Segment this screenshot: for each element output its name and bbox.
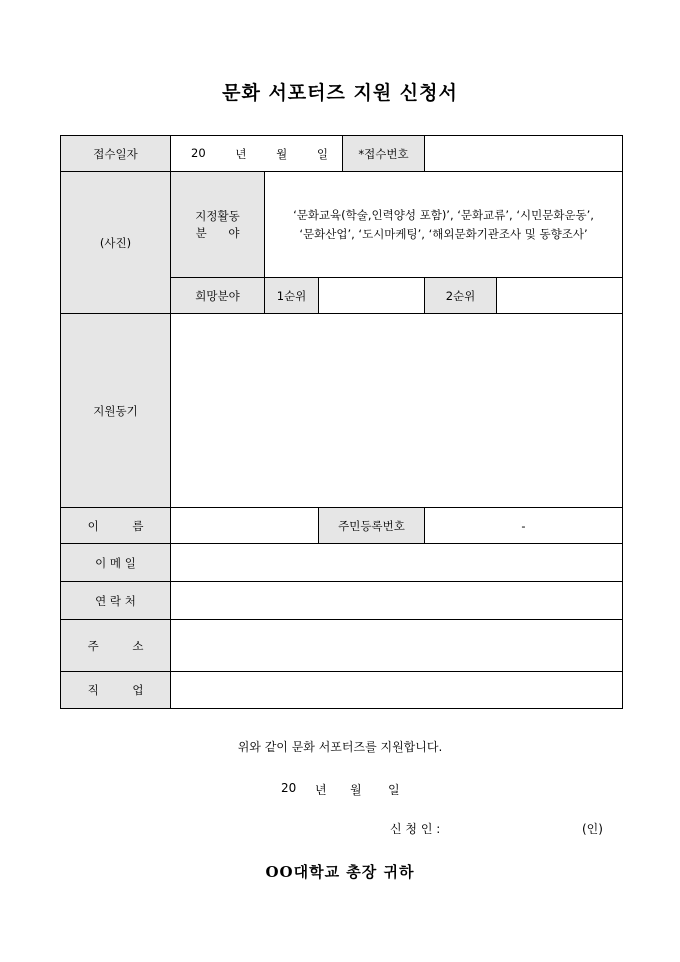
wish-field-label: 희망분야 <box>171 278 265 314</box>
resident-number-field[interactable]: - <box>425 508 623 544</box>
application-date-year: 20 <box>281 781 297 795</box>
email-field[interactable] <box>171 544 623 582</box>
applicant-label: 신 청 인 : <box>390 822 441 836</box>
email-label: 이 메 일 <box>61 544 171 582</box>
receipt-date-label: 접수일자 <box>61 136 171 172</box>
occupation-field[interactable] <box>171 672 623 709</box>
rank2-label: 2순위 <box>425 278 497 314</box>
seal-mark: (인) <box>582 822 603 836</box>
rank2-field[interactable] <box>497 278 623 314</box>
application-date-month-unit: 월 <box>350 783 362 797</box>
document-title: 문화 서포터즈 지원 신청서 <box>222 82 458 104</box>
activity-field-label-line1: 지정활동 <box>195 208 240 223</box>
activity-field-desc-line1: ‘문화교육(학술,인력양성 포함)’, ‘문화교류’, ‘시민문화운동’, <box>293 207 594 222</box>
receipt-date-year: 20 <box>191 145 206 160</box>
declaration-text: 위와 같이 문화 서포터즈를 지원합니다. <box>237 740 443 754</box>
address-label: 주 소 <box>61 620 171 672</box>
contact-field[interactable] <box>171 582 623 620</box>
activity-field-description <box>265 172 623 278</box>
receipt-date-month-unit: 월 <box>276 146 288 161</box>
application-form-table <box>60 135 623 709</box>
activity-field-desc-line2: ‘문화산업’, ‘도시마케팅’, ‘해외문화기관조사 및 동향조사’ <box>299 226 588 241</box>
receipt-date-day-unit: 일 <box>316 146 328 161</box>
photo-area[interactable]: (사진) <box>61 172 171 314</box>
receipt-date-year-unit: 년 <box>235 146 247 161</box>
receipt-number-label: *접수번호 <box>343 136 425 172</box>
contact-label: 연 락 처 <box>61 582 171 620</box>
application-date-year-unit: 년 <box>315 783 327 797</box>
name-label: 이 름 <box>61 508 171 544</box>
name-field[interactable] <box>171 508 319 544</box>
application-date-day-unit: 일 <box>388 783 400 797</box>
rank1-field[interactable] <box>319 278 425 314</box>
receipt-number-field[interactable] <box>425 136 623 172</box>
activity-field-label-line2: 분 야 <box>195 225 240 240</box>
receipt-date-field[interactable] <box>171 136 343 172</box>
resident-number-label: 주민등록번호 <box>319 508 425 544</box>
address-field[interactable] <box>171 620 623 672</box>
motivation-label: 지원동기 <box>61 314 171 508</box>
motivation-field[interactable] <box>171 314 623 508</box>
rank1-label: 1순위 <box>265 278 319 314</box>
occupation-label: 직 업 <box>61 672 171 709</box>
addressee: OO대학교 총장 귀하 <box>265 863 415 881</box>
activity-field-label <box>171 172 265 278</box>
